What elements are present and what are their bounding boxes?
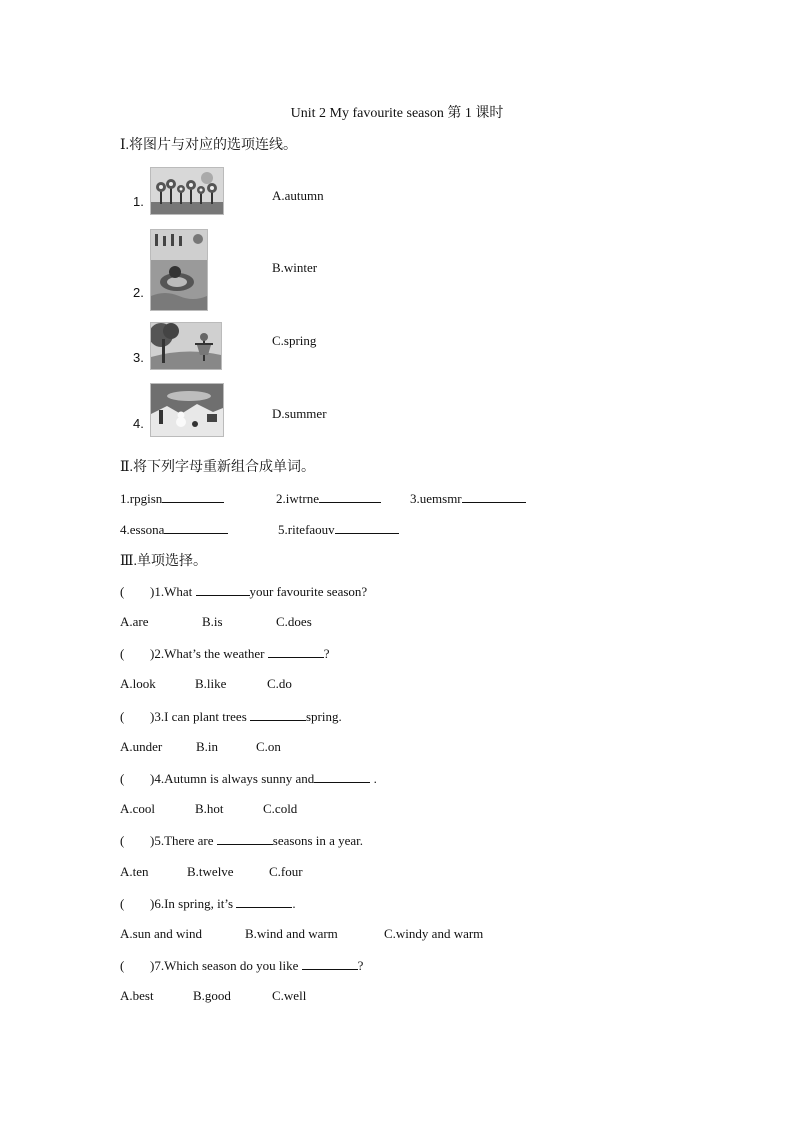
answer-paren-close: ) <box>150 771 155 786</box>
option-autumn: A.autumn <box>272 188 324 203</box>
question-5-option-c: C.four <box>269 864 303 879</box>
answer-paren-open[interactable]: ( <box>120 646 125 661</box>
picture-number-1: 1. <box>133 194 144 209</box>
question-1-option-c: C.does <box>276 614 312 629</box>
question-2 <box>120 645 329 662</box>
question-1-option-b: B.is <box>202 614 223 629</box>
answer-blank[interactable] <box>162 490 224 503</box>
question-4-option-c: C.cold <box>263 801 298 816</box>
question-4-option-b: B.hot <box>195 801 224 816</box>
question-text-pre: 4.Autumn is always sunny and <box>154 771 315 786</box>
answer-blank[interactable] <box>462 490 526 503</box>
question-text-pre: 7.Which season do you like <box>154 958 302 973</box>
section-2-heading: Ⅱ.将下列字母重新组合成单词。 <box>120 460 316 475</box>
question-blank <box>250 708 306 721</box>
question-text-pre: 1.What <box>154 584 196 599</box>
answer-paren-open[interactable]: ( <box>120 584 125 599</box>
question-text-post: your favourite season? <box>249 584 368 599</box>
answer-paren-open[interactable]: ( <box>120 833 125 848</box>
picture-number-4: 4. <box>133 416 144 431</box>
answer-paren-open[interactable]: ( <box>120 896 125 911</box>
question-7 <box>120 957 363 974</box>
scramble-item-3 <box>410 490 526 507</box>
question-7-option-b: B.good <box>193 988 231 1003</box>
scramble-word-2: 2.iwtrne <box>276 491 319 506</box>
question-text-pre: 6.In spring, it’s <box>154 896 237 911</box>
option-summer: D.summer <box>272 406 327 421</box>
question-blank <box>314 770 370 783</box>
question-1 <box>120 583 367 600</box>
question-2-option-c: C.do <box>267 676 292 691</box>
picture-number-2: 2. <box>133 285 144 300</box>
question-text-pre: 5.There are <box>154 833 217 848</box>
option-spring: C.spring <box>272 333 317 348</box>
answer-paren-close: ) <box>150 709 155 724</box>
spring-flowers-image <box>150 167 224 215</box>
answer-paren-open[interactable]: ( <box>120 709 125 724</box>
question-4-option-a: A.cool <box>120 801 156 816</box>
answer-paren-open[interactable]: ( <box>120 958 125 973</box>
question-3-option-a: A.under <box>120 739 163 754</box>
question-4 <box>120 770 377 787</box>
question-5-option-b: B.twelve <box>187 864 234 879</box>
question-text-post: ? <box>323 646 330 661</box>
question-6 <box>120 895 296 912</box>
question-3 <box>120 708 342 725</box>
section-1-heading: Ⅰ.将图片与对应的选项连线。 <box>120 138 298 153</box>
answer-paren-close: ) <box>150 584 155 599</box>
page-title: Unit 2 My favourite season 第 1 课时 <box>290 106 504 121</box>
question-7-option-c: C.well <box>272 988 307 1003</box>
question-5-option-a: A.ten <box>120 864 149 879</box>
question-text-post: . <box>292 896 296 911</box>
answer-blank[interactable] <box>335 521 399 534</box>
answer-paren-close: ) <box>150 646 155 661</box>
answer-paren-close: ) <box>150 958 155 973</box>
scramble-word-4: 4.essona <box>120 522 165 537</box>
question-text-post: seasons in a year. <box>272 833 364 848</box>
scramble-item-2 <box>276 490 381 507</box>
answer-paren-close: ) <box>150 833 155 848</box>
section-3-heading: Ⅲ.单项选择。 <box>120 554 208 569</box>
question-blank <box>268 645 324 658</box>
summer-swimming-image <box>150 229 208 311</box>
winter-snow-image <box>150 383 224 437</box>
scramble-word-1: 1.rpgisn <box>120 491 163 506</box>
answer-paren-close: ) <box>150 896 155 911</box>
question-6-option-b: B.wind and warm <box>245 926 338 941</box>
scramble-item-5 <box>278 521 399 538</box>
question-2-option-a: A.look <box>120 676 156 691</box>
option-winter: B.winter <box>272 260 318 275</box>
question-6-option-c: C.windy and warm <box>384 926 484 941</box>
scramble-item-1 <box>120 490 224 507</box>
answer-blank[interactable] <box>319 490 381 503</box>
answer-blank[interactable] <box>164 521 228 534</box>
autumn-scarecrow-image <box>150 322 222 370</box>
question-6-option-a: A.sun and wind <box>120 926 202 941</box>
question-5 <box>120 832 363 849</box>
scramble-item-4 <box>120 521 228 538</box>
question-text-post: spring. <box>306 709 342 724</box>
question-text-post: ? <box>357 958 364 973</box>
scramble-word-3: 3.uemsmr <box>410 491 462 506</box>
picture-number-3: 3. <box>133 350 144 365</box>
question-blank <box>236 895 292 908</box>
question-2-option-b: B.like <box>195 676 227 691</box>
scramble-word-5: 5.ritefaouv <box>278 522 335 537</box>
question-1-option-a: A.are <box>120 614 149 629</box>
question-text-pre: 3.I can plant trees <box>154 709 250 724</box>
question-blank <box>302 957 358 970</box>
question-7-option-a: A.best <box>120 988 154 1003</box>
question-blank <box>217 832 273 845</box>
question-text-post: . <box>370 771 377 786</box>
answer-paren-open[interactable]: ( <box>120 771 125 786</box>
question-text-pre: 2.What’s the weather <box>154 646 268 661</box>
question-blank <box>196 583 250 596</box>
question-3-option-b: B.in <box>196 739 219 754</box>
question-3-option-c: C.on <box>256 739 281 754</box>
